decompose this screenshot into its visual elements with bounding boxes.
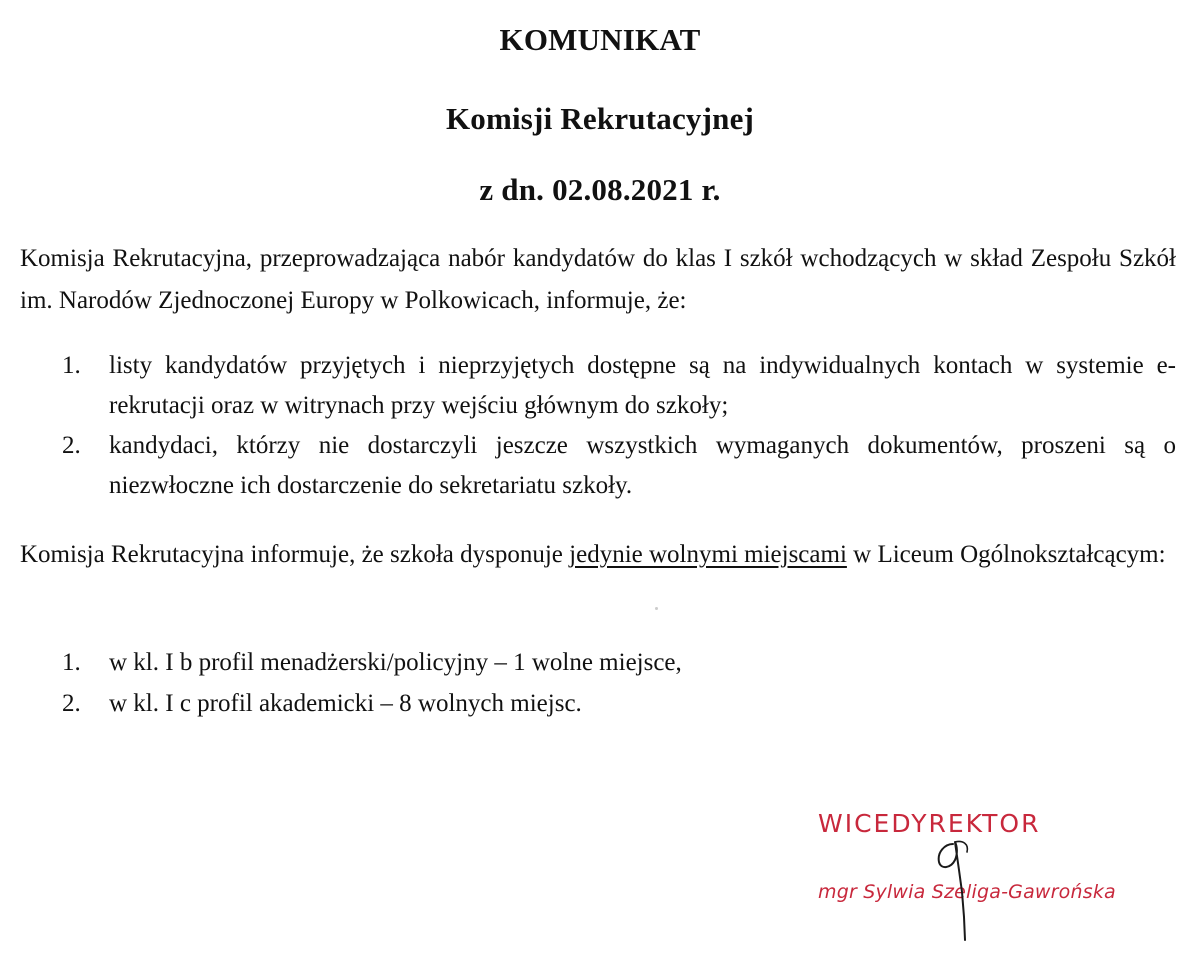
vacancy-text-before: Komisja Rekrutacyjna informuje, że szkoła dysponuje <box>20 541 570 568</box>
vacancy-list <box>62 642 1176 724</box>
stamp-name: mgr Sylwia Szeliga-Gawrońska <box>818 881 1116 903</box>
list-item-number: 2. <box>62 690 81 717</box>
list-item-text: w kl. I b profil menadżerski/policyjny – 1 wolne miejsce, <box>109 649 682 676</box>
list-item-text: kandydaci, którzy nie dostarczyli jeszcze wszystkich wymaganych dokumentów, proszeni są o niezwłoczne ich dostarczenie do sekretariatu szkoły. <box>109 432 1176 499</box>
document-date: z dn. 02.08.2021 r. <box>479 172 721 207</box>
list-item <box>62 346 1176 426</box>
list-item-number: 1. <box>62 649 81 676</box>
document-subtitle: Komisji Rekrutacyjnej <box>445 101 755 136</box>
list-item <box>62 683 1176 724</box>
list-item-number: 1. <box>62 352 81 379</box>
vacancy-paragraph <box>20 534 1176 576</box>
list-item-number: 2. <box>62 432 81 459</box>
list-item-text: w kl. I c profil akademicki – 8 wolnych miejsc. <box>109 690 582 717</box>
intro-paragraph: Komisja Rekrutacyjna, przeprowadzająca nabór kandydatów do klas I szkół wchodzących w skład Zespołu Szkół im. Narodów Zjednoczonej Europy w Polkowicach, informuje, że: <box>20 245 1176 314</box>
information-list <box>62 346 1176 506</box>
list-item <box>62 642 1176 683</box>
list-item-text: listy kandydatów przyjętych i nieprzyjętych dostępne są na indywidualnych kontach w systemie e-rekrutacji oraz w witrynach przy wejściu głównym do szkoły; <box>109 352 1176 419</box>
handwritten-signature <box>915 822 995 942</box>
document-title: KOMUNIKAT <box>499 22 701 57</box>
list-item <box>62 426 1176 506</box>
vacancy-emphasis: jedynie wolnymi miejscami <box>569 541 847 568</box>
stamp-title: WICEDYREKTOR <box>818 809 1041 838</box>
scan-speck <box>655 607 658 610</box>
vacancy-text-after: w Liceum Ogólnokształcącym: <box>846 541 1166 568</box>
